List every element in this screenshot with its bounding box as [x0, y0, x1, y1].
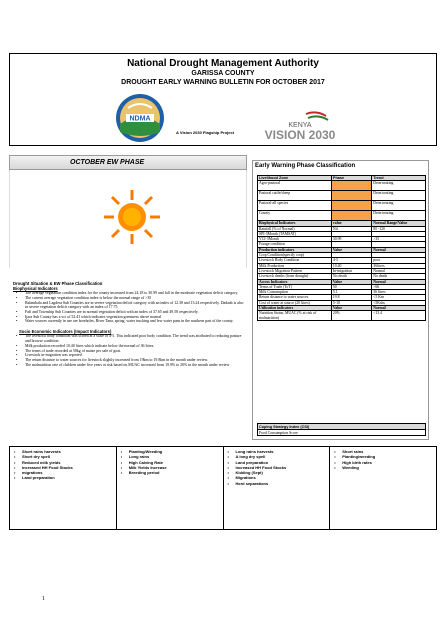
indicator-row-cell: >35	[372, 237, 426, 242]
indicator-row-cell: SPI-3Month (TAMSAT)	[258, 231, 332, 236]
left-column	[9, 155, 247, 445]
indicator-section-header-cell: Utilization indicators	[258, 306, 332, 311]
calendar-item: • High birth rates	[332, 460, 434, 465]
calendar-item: • Short rains	[332, 449, 434, 454]
sun-icon	[102, 188, 162, 246]
zone-row-cell: Alarm	[331, 211, 371, 221]
socio-title: Socio Economic Indicators (Impact Indicators)	[19, 328, 112, 334]
calendar-item: • Land preparation	[226, 460, 328, 465]
page-number: 1	[42, 596, 45, 602]
calendar-column	[330, 447, 436, 529]
zone-row-cell: Pastoral-all species	[258, 201, 332, 211]
indicator-row-cell: 19.8	[331, 295, 371, 300]
drought-situation-text	[13, 282, 246, 368]
indicator-row-cell: Livestock Body Condition	[258, 258, 332, 263]
socio-bullet: • The livestock body condition was scored at a scale of 4-5. This indicated poor body condition. The trend was attributed to reducing pasture and browse condition	[13, 334, 246, 343]
ew-table	[257, 175, 426, 321]
indicator-row-cell: In-migration	[331, 268, 371, 273]
calendar-item: • Planting/Weeding	[119, 449, 221, 454]
zone-row	[258, 181, 426, 191]
indicator-row-cell: VCI-3Month	[258, 237, 332, 242]
indicator-row-cell: Return distance to water sources	[258, 295, 332, 300]
indicator-row-cell: Milk Consumption	[258, 290, 332, 295]
indicator-row-cell: Livestock Migration Pattern	[258, 268, 332, 273]
ew-title: Early Warning Phase Classification	[255, 163, 356, 169]
calendar-column	[117, 447, 224, 529]
zone-header-row-cell: Trend	[372, 176, 426, 181]
socio-bullet: • The return distance to water sources for livestock slightly increased from 19km to 19.8km in the month under review.	[13, 358, 246, 363]
calendar-item: • Land preparation	[12, 475, 114, 480]
zone-row-cell: Alarm	[331, 201, 371, 211]
indicator-section-header	[258, 221, 426, 226]
calendar-item: • Reduced milk yields	[12, 460, 114, 465]
ew-panel	[252, 160, 429, 440]
socio-bullet: • Livestock in-migration was reported	[13, 353, 246, 358]
indicator-row-cell: Crop Condition(specify crop)	[258, 253, 332, 258]
zone-header-row-cell: Phase	[331, 176, 371, 181]
indicator-row-cell: 36litres	[372, 263, 426, 268]
calendar-item: • A long dry spell	[226, 454, 328, 459]
indicator-row-cell: No death	[372, 274, 426, 279]
indicator-row-cell: Rainfall (% of Normal)	[258, 226, 332, 231]
calendar-item: • Weeding	[332, 465, 434, 470]
socio-bullet: • The malnutrition rate of children under five years at risk based on MUAC increased from 19.9% to 20% in the month under review	[13, 363, 246, 368]
indicator-row-cell: 4-5	[331, 258, 371, 263]
bio-bullets	[13, 291, 246, 324]
calendar-column	[224, 447, 331, 529]
indicator-row-cell: 10.40	[331, 263, 371, 268]
zone-row-cell: Pastoral cattle/sheep	[258, 191, 332, 201]
indicator-section-header-cell: Normal	[372, 247, 426, 252]
bio-bullet: • Balambala and Lagdera Sub Counties are in severe vegetation deficit category with an index of 12.38 and 13.24 respectively. Dadaab is also in severe vegetation deficit category with an index of 17.75	[13, 301, 246, 310]
header-county: GARISSA COUNTY	[191, 70, 255, 77]
calendar-item: • Herd separations	[226, 481, 328, 486]
zone-row-cell: Agro-pastoral	[258, 181, 332, 191]
indicator-row-cell: No death	[331, 274, 371, 279]
indicator-row-cell: 36 litres	[372, 290, 426, 295]
socio-bullet: • The terms of trade recorded at 50kg of maize per sale of goat.	[13, 349, 246, 354]
indicator-row-cell: <5 Km	[372, 295, 426, 300]
indicator-section-header-cell: value	[331, 221, 371, 226]
indicator-row-cell: Nil	[331, 226, 371, 231]
indicator-row-cell: >66	[372, 284, 426, 289]
bio-bullet: • Water sources currently in use are boreholes, River Tana, spring, water trucking and few water pans in the southern part of the county.	[13, 319, 246, 324]
indicator-section-header-cell: Value	[331, 306, 371, 311]
header-bulletin: DROUGHT EARLY WARNING BULLETIN FOR OCTOBER 2017	[121, 79, 325, 86]
bio-bullet: • The average vegetation condition index for the county increased from 24.18 to 30.99 and fall in the moderate vegetation deficit category.	[13, 291, 246, 296]
socio-bullets	[13, 334, 246, 367]
bio-title: Biophysical Indicators	[13, 285, 58, 291]
zone-row-cell: Deteriorating	[372, 181, 426, 191]
zone-row-cell: Deteriorating	[372, 211, 426, 221]
zone-row-cell: Deteriorating	[372, 201, 426, 211]
calendar-item: • Short rains harvests	[12, 449, 114, 454]
indicator-row-cell: <5Kshs	[372, 300, 426, 305]
indicator-section-header-cell: Normal Range/Value	[372, 221, 426, 226]
indicator-row-cell: Livestock deaths (from drought)	[258, 274, 332, 279]
indicator-row	[258, 311, 426, 321]
indicator-row-cell: <13.4	[372, 311, 426, 321]
zone-header-row-cell: Livelihood Zone	[258, 176, 332, 181]
phase-illustration	[9, 170, 247, 268]
coping-table	[257, 423, 426, 436]
indicator-row-cell: 80 -120	[372, 226, 426, 231]
bulletin-header	[9, 53, 437, 146]
indicator-row-cell: 5.1	[331, 290, 371, 295]
indicator-section-header-cell: Normal	[372, 306, 426, 311]
indicator-section-header-cell: Production indicators	[258, 247, 332, 252]
zone-row	[258, 211, 426, 221]
indicator-row-cell: Milk Production	[258, 263, 332, 268]
ndma-logo	[114, 92, 166, 144]
indicator-row-cell: poor	[372, 258, 426, 263]
indicator-row-cell: 20%	[331, 311, 371, 321]
calendar-item: • Long rains harvests	[226, 449, 328, 454]
socio-bullet: • Milk production recorded 10.40 litres which indicate below the normal of 36 litres.	[13, 344, 246, 349]
calendar-item: • Migrations	[226, 475, 328, 480]
zone-row-cell: County	[258, 211, 332, 221]
indicator-row-cell: Nutrition Status, MUAC (% at risk of malnutrition)	[258, 311, 332, 321]
indicator-section-header-cell: Biophysical Indicators	[258, 221, 332, 226]
indicator-row-cell: Forage condition	[258, 242, 332, 247]
zone-row	[258, 201, 426, 211]
calendar-item: • Kidding (Sept)	[226, 470, 328, 475]
indicator-section-header-cell: Access Indicators	[258, 279, 332, 284]
bio-bullet: • Fafi and Township Sub Counties are in normal vegetation deficit with an index of 37.65 and 49.58 respectively.	[13, 310, 246, 315]
indicator-row-cell: 50	[331, 284, 371, 289]
indicator-section-header-cell: Value	[331, 279, 371, 284]
phase-banner: OCTOBER EW PHASE	[9, 155, 247, 170]
calendar-item: • Milk Yields Increase	[119, 465, 221, 470]
calendar-item: • Long rains	[119, 454, 221, 459]
zone-row-cell: Deteriorating	[372, 191, 426, 201]
kenya-logo-text: KENYA	[288, 122, 312, 129]
calendar-item: • migrations	[12, 470, 114, 475]
seasonal-calendar	[9, 446, 437, 530]
zone-row-cell: Alarm	[331, 181, 371, 191]
indicator-row-cell: 5-10	[331, 300, 371, 305]
calendar-item: • High Calving Rate	[119, 460, 221, 465]
zone-row	[258, 191, 426, 201]
indicator-row-cell: Terms of Trade (ToT)	[258, 284, 332, 289]
bio-bullet: • Ijara Sub County has a vci of 52.41 which indicates vegetation greenness above normal	[13, 315, 246, 320]
indicator-row-cell: Cost of water at source (20 litres)	[258, 300, 332, 305]
coping-title: Coping Strategy Index (CSI)	[258, 424, 426, 430]
kenya-vision-logo	[260, 110, 340, 142]
indicator-section-header-cell: Value	[331, 247, 371, 252]
ndma-logo-text: NDMA	[129, 115, 151, 123]
indicator-row-cell: 30.99	[331, 237, 371, 242]
header-title: National Drought Management Authority	[127, 58, 319, 69]
bio-bullet: • The current average vegetation condition index is below the normal range of >35	[13, 296, 246, 301]
calendar-item: • Short dry spell	[12, 454, 114, 459]
vision-logo-text: VISION 2030	[264, 128, 336, 142]
calendar-column	[10, 447, 117, 529]
calendar-item: • Planting/weeding	[332, 454, 434, 459]
zone-row-cell: Alarm	[331, 191, 371, 201]
indicator-section-header-cell: Normal	[372, 279, 426, 284]
indicator-row-cell: Normal	[372, 268, 426, 273]
calendar-item: • Increased HH Food Stocks	[226, 465, 328, 470]
calendar-item: • Increased HH Food Stocks	[12, 465, 114, 470]
calendar-item: • Breeding period	[119, 470, 221, 475]
flagship-text: A Vision 2030 Flagship Project	[176, 130, 235, 135]
food-consumption: Food Consumption Score	[258, 430, 426, 436]
section-title: Drought Situation & EW Phase Classification	[13, 281, 103, 286]
